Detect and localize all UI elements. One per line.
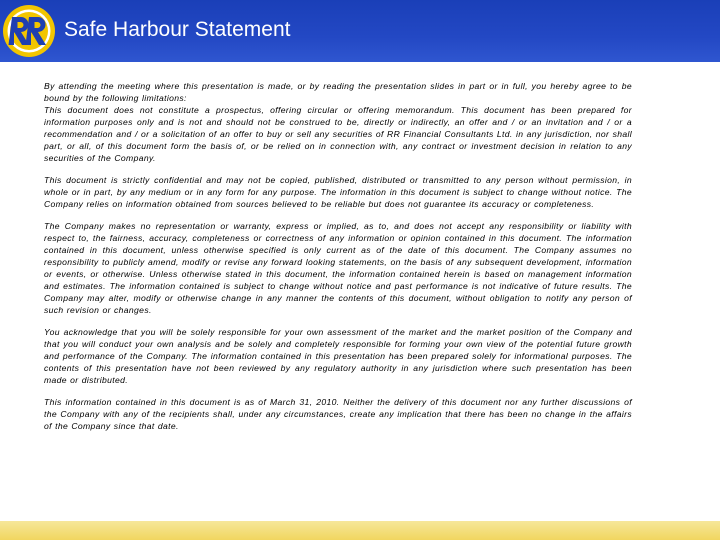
paragraph-no-representation: The Company makes no representation or warranty, express or implied, as to, and does not accept any responsibility or liability with respect to, the fairness, accuracy, completeness or correctness of any information or opinion contained in this document. The information contained in this document, unless otherwise specified is only current as of the date of this document. The Company assumes no responsibility to publicly amend, modify or revise any forward looking statements, on the basis of any subsequent development, information or events, or otherwise. Unless otherwise stated in this document, the information contained herein is based on management information and estimates. The information contained is subject to change without notice and past performance is not indicative of future results. The Company may alter, modify or otherwise change in any manner the contents of this document, without obligation to notify any person of such revision or changes. [44,221,632,315]
disclaimer-body [44,80,632,442]
paragraph-acknowledgement: You acknowledge that you will be solely responsible for your own assessment of the market and the market position of the Company and that you will conduct your own analysis and be solely and completely responsible for forming your own view of the potential future growth and performance of the Company. The information contained in this presentation has been prepared solely for informational purposes. The contents of this presentation have not been reviewed by any regulatory authority in any jurisdiction where such presentation has been made or distributed. [44,327,632,385]
page-title: Safe Harbour Statement [64,18,291,41]
paragraph-as-of-date: This information contained in this document is as of March 31, 2010. Neither the delivery of this document nor any further discussions of the Company with any of the recipients shall, under any circumstances, create any implication that there has been no change in the affairs of the Company since that date. [44,397,632,431]
paragraph-intro: By attending the meeting where this presentation is made, or by reading the presentation slides in part or in full, you hereby agree to be bound by the following limitations: [44,81,632,103]
paragraph-not-prospectus: This document does not constitute a prospectus, offering circular or offering memorandum. This document has been prepared for information purposes only and is not and should not be construed to be, directly or indirectly, an offer and / or an invitation and / or a recommendation and / or a solicitation of an offer to buy or sell any securities of RR Financial Consultants Ltd. in any jurisdiction, nor shall part, or all, of this document form the basis of, or be relied on in connection with, any contract or investment decision in relation to any securities of the Company. [44,105,632,163]
rr-logo-icon [2,4,56,58]
footer-bar [0,521,720,540]
slide-header [0,0,720,62]
paragraph-confidential: This document is strictly confidential and may not be copied, published, distributed or transmitted to any person without permission, in whole or in part, by any medium or in any form for any purpose. The information in this document is subject to change without notice. The Company relies on information obtained from sources believed to be reliable but does not guarantee its accuracy or completeness. [44,175,632,209]
